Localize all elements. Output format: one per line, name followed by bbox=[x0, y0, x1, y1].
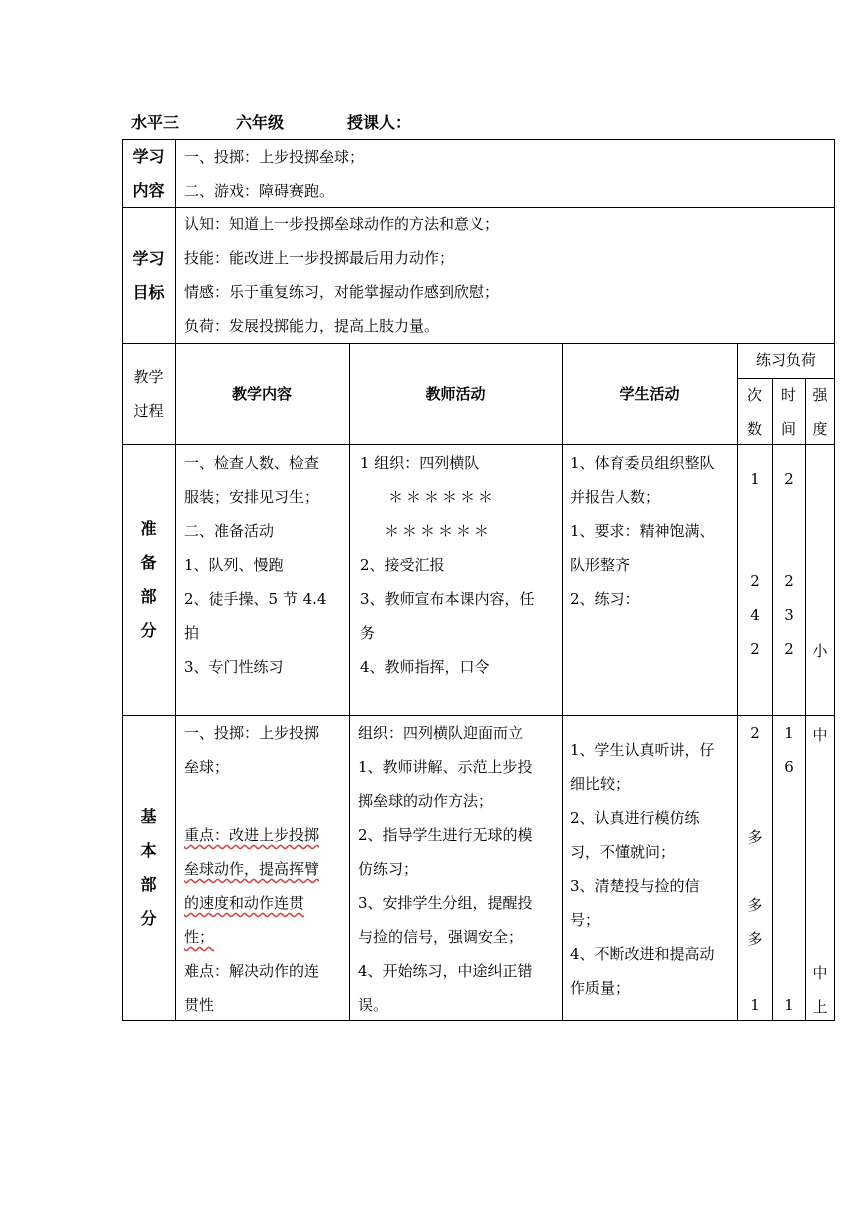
prep-time-4: 2 bbox=[784, 640, 794, 658]
prep-time-2: 2 bbox=[784, 572, 794, 590]
process-header: 教学 过程 bbox=[133, 368, 164, 420]
main-teacher-activity: 组织：四列横队迎面而立 1、教师讲解、示范上步投 掷垒球的动作方法； 2、指导学生进行无球的模 仿练习； 3、安排学生分组，提醒投 与捡的信号，强调安全； 4、开始练习，中途纠正错 误。 bbox=[358, 724, 533, 1014]
main-student-activity: 1、学生认真听讲，仔 细比较； 2、认真进行模仿练 习，不懂就问； 3、清楚投与捡的信 号； 4、不断改进和提高动 作质量； bbox=[570, 741, 715, 997]
prep-student-activity: 1、体育委员组织整队 并报告人数； 1、要求：精神饱满、 队形整齐 2、练习： bbox=[570, 454, 715, 608]
prep-intensity: 小 bbox=[812, 642, 828, 660]
prep-section-label: 准 备 部 分 bbox=[140, 519, 157, 640]
teacher-label: 授课人： bbox=[347, 113, 412, 132]
main-count-3: 多 bbox=[747, 896, 763, 914]
main-intensity-3: 上 bbox=[812, 998, 828, 1016]
content-header: 教学内容 bbox=[231, 385, 292, 403]
content-text: 一、投掷：上步投掷垒球； 二、游戏：障碍赛跑。 bbox=[184, 148, 365, 200]
prep-count-1: 1 bbox=[750, 470, 760, 488]
intensity-header: 强 度 bbox=[812, 386, 828, 438]
main-count-1: 2 bbox=[750, 724, 760, 742]
count-header: 次 数 bbox=[746, 386, 762, 438]
main-section-label: 基 本 部 分 bbox=[140, 807, 157, 928]
prep-content: 一、检查人数、检查 服装；安排见习生； 二、准备活动 1、队列、慢跑 2、徒手操、5 节 4.4 拍 3、专门性练习 bbox=[184, 454, 327, 676]
main-intensity-1: 中 bbox=[812, 726, 828, 744]
content-label: 学习 内容 bbox=[132, 147, 165, 200]
prep-time-3: 3 bbox=[784, 606, 794, 624]
main-count-4: 多 bbox=[747, 930, 763, 948]
teacher-activity-header: 教师活动 bbox=[425, 385, 486, 403]
prep-time-1: 2 bbox=[784, 470, 794, 488]
prep-count-2: 2 bbox=[750, 572, 760, 590]
student-activity-header: 学生活动 bbox=[619, 385, 680, 403]
main-count-5: 1 bbox=[750, 996, 760, 1014]
load-header: 练习负荷 bbox=[755, 351, 816, 369]
goals-label: 学习 目标 bbox=[132, 249, 165, 302]
main-time-2: 6 bbox=[784, 758, 794, 776]
goals-text: 认知：知道上一步投掷垒球动作的方法和意义； 技能：能改进上一步投掷最后用力动作； 情感：乐于重复练习，对能掌握动作感到欣慰； 负荷：发展投掷能力，提高上肢力量。 bbox=[184, 215, 500, 335]
prep-count-3: 4 bbox=[750, 606, 760, 624]
prep-count-4: 2 bbox=[750, 640, 760, 658]
time-header: 时 间 bbox=[780, 386, 796, 438]
main-intensity-2: 中 bbox=[812, 964, 828, 982]
main-time-3: 1 bbox=[784, 996, 794, 1014]
prep-teacher-activity: 1 组织：四列横队 ＊＊＊＊＊＊ ＊＊＊＊＊＊ 2、接受汇报 3、教师宣布本课内容，任 务 4、教师指挥，口令 bbox=[360, 454, 535, 676]
main-time-1: 1 bbox=[784, 724, 794, 742]
main-count-2: 多 bbox=[747, 828, 763, 846]
main-content: 一、投掷：上步投掷 垒球； 重点：改进上步投掷 垒球动作，提高挥臂 的速度和动作连贯 性； 难点：解决动作的连 贯性 bbox=[184, 724, 320, 1014]
level-label: 水平三 bbox=[131, 113, 180, 132]
grade-label: 六年级 bbox=[236, 113, 285, 132]
